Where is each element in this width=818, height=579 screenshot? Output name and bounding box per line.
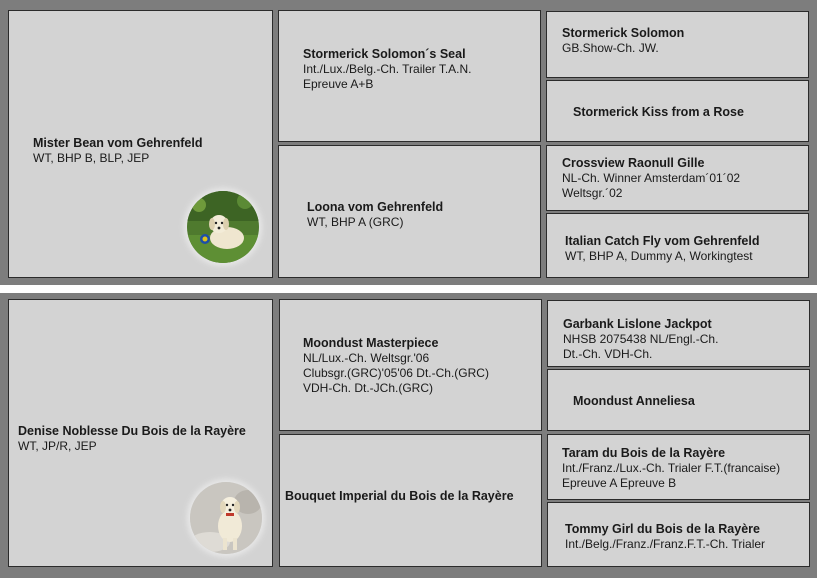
- pedigree-dam-box: [278, 145, 541, 278]
- sire-titles: NL/Lux.-Ch. Weltsgr.'06: [303, 351, 430, 365]
- pedigree-dam-sire-box: [547, 434, 810, 500]
- grandsire-titles: NL-Ch. Winner Amsterdam´01´02: [562, 171, 741, 185]
- grandsire-titles: NHSB 2075438 NL/Engl.-Ch.: [563, 332, 719, 346]
- pedigree-dam-dam-box: [547, 502, 810, 567]
- granddam-name: Stormerick Kiss from a Rose: [573, 105, 744, 119]
- pedigree-sire-box: [279, 299, 542, 431]
- pedigree-dog-box: [8, 10, 273, 278]
- grandsire-titles: Dt.-Ch. VDH-Ch.: [563, 347, 653, 361]
- grandsire-titles: Int./Franz./Lux.-Ch. Trialer F.T.(francaise): [562, 461, 781, 475]
- puppy-on-snow-photo: [190, 482, 262, 554]
- granddam-name: Moondust Anneliesa: [573, 394, 695, 408]
- grandsire-name: Garbank Lislone Jackpot: [563, 317, 712, 331]
- sire-titles: Epreuve A+B: [303, 77, 374, 91]
- grandsire-name: Stormerick Solomon: [562, 26, 685, 40]
- pedigree-dam-box: [279, 434, 542, 567]
- dog-name: Denise Noblesse Du Bois de la Rayère: [18, 424, 246, 438]
- pedigree-sire-dam-box: [547, 369, 810, 431]
- dog-titles: WT, JP/R, JEP: [18, 439, 97, 453]
- dam-name: Loona vom Gehrenfeld: [307, 200, 444, 214]
- granddam-titles: Int./Belg./Franz./Franz.F.T.-Ch. Trialer: [565, 537, 766, 551]
- dog-name: Mister Bean vom Gehrenfeld: [33, 136, 203, 150]
- granddam-name: Tommy Girl du Bois de la Rayère: [565, 522, 760, 536]
- granddam-name: Italian Catch Fly vom Gehrenfeld: [565, 234, 760, 248]
- pedigree-dam-dam-box: [546, 213, 809, 278]
- pedigree-dam-sire-box: [546, 145, 809, 211]
- sire-titles: VDH-Ch. Dt.-JCh.(GRC): [303, 381, 434, 395]
- grandsire-titles: Weltsgr.´02: [562, 186, 623, 200]
- sire-name: Moondust Masterpiece: [303, 336, 439, 350]
- dog-titles: WT, BHP B, BLP, JEP: [33, 151, 150, 165]
- grandsire-name: Taram du Bois de la Rayère: [562, 446, 726, 460]
- pedigree-dog-box: [8, 299, 273, 567]
- pedigree-sire-sire-box: [546, 11, 809, 78]
- sire-titles: Clubsgr.(GRC)'05'06 Dt.-Ch.(GRC): [303, 366, 489, 380]
- sire-titles: Int./Lux./Belg.-Ch. Trailer T.A.N.: [303, 62, 472, 76]
- pedigree-sire-dam-box: [546, 80, 809, 142]
- dam-titles: WT, BHP A (GRC): [307, 215, 404, 229]
- puppy-on-grass-photo: [187, 191, 259, 263]
- grandsire-name: Crossview Raonull Gille: [562, 156, 705, 170]
- group-divider: [0, 285, 817, 293]
- grandsire-titles: Epreuve A Epreuve B: [562, 476, 677, 490]
- pedigree-sire-sire-box: [547, 300, 810, 367]
- granddam-titles: WT, BHP A, Dummy A, Workingtest: [565, 249, 753, 263]
- sire-name: Stormerick Solomon´s Seal: [303, 47, 466, 61]
- grandsire-titles: GB.Show-Ch. JW.: [562, 41, 659, 55]
- pedigree-sire-box: [278, 10, 541, 142]
- dam-name: Bouquet Imperial du Bois de la Rayère: [285, 489, 514, 503]
